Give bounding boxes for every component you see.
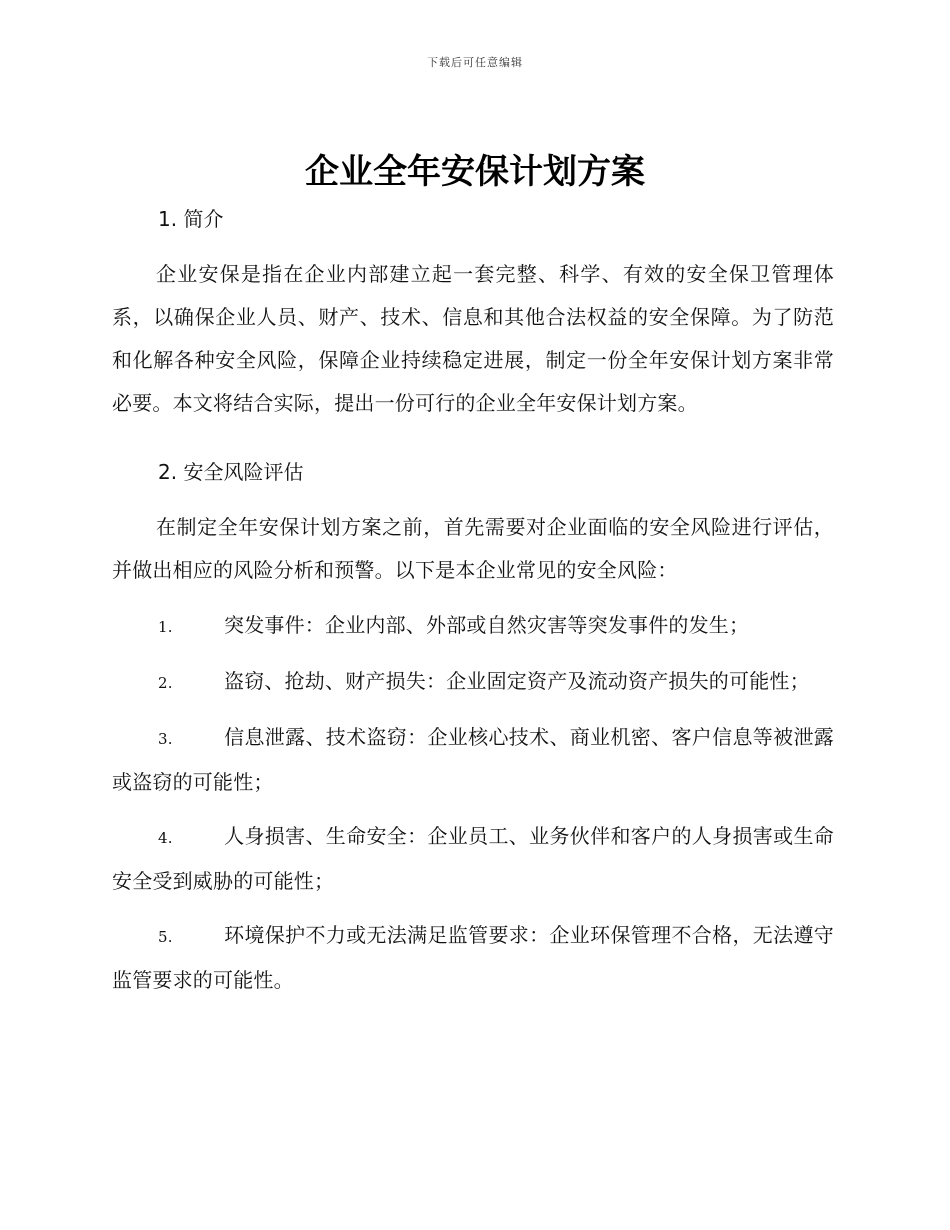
list-item-text: 盗窃、抢劫、财产损失：企业固定资产及流动资产损失的可能性； bbox=[224, 669, 810, 693]
list-item-number: 5. bbox=[158, 928, 173, 946]
list-item bbox=[112, 815, 834, 903]
list-item bbox=[112, 716, 834, 804]
section-heading-risk-assessment: 2. 安全风险评估 bbox=[158, 460, 304, 484]
list-item bbox=[112, 604, 834, 649]
list-item-number: 1. bbox=[158, 618, 173, 636]
header-note: 下载后可任意编辑 bbox=[427, 56, 523, 69]
document-title: 企业全年安保计划方案 bbox=[305, 152, 645, 192]
section-heading-intro: 1. 简介 bbox=[158, 207, 224, 231]
list-item-text: 突发事件：企业内部、外部或自然灾害等突发事件的发生； bbox=[224, 613, 750, 637]
list-item-text: 环境保护不力或无法满足监管要求：企业环保管理不合格，无法遵守监管要求的可能性。 bbox=[112, 923, 834, 992]
list-item-text: 人身损害、生命安全：企业员工、业务伙伴和客户的人身损害或生命安全受到威胁的可能性； bbox=[112, 824, 834, 893]
list-item bbox=[112, 914, 834, 1002]
list-item bbox=[112, 660, 834, 705]
intro-paragraph: 企业安保是指在企业内部建立起一套完整、科学、有效的安全保卫管理体系，以确保企业人员、财产、技术、信息和其他合法权益的安全保障。为了防范和化解各种安全风险，保障企业持续稳定进展，制定一份全年安保计划方案非常必要。本文将结合实际，提出一份可行的企业全年安保计划方案。 bbox=[112, 262, 834, 415]
list-item-text: 信息泄露、技术盗窃：企业核心技术、商业机密、客户信息等被泄露或盗窃的可能性； bbox=[112, 725, 834, 794]
list-item-number: 4. bbox=[158, 829, 173, 847]
list-item-number: 3. bbox=[158, 730, 173, 748]
list-item-number: 2. bbox=[158, 674, 173, 692]
risk-assessment-paragraph: 在制定全年安保计划方案之前，首先需要对企业面临的安全风险进行评估，并做出相应的风险分析和预警。以下是本企业常见的安全风险： bbox=[112, 515, 834, 582]
document-body bbox=[112, 200, 834, 1013]
risk-list bbox=[112, 604, 834, 1002]
